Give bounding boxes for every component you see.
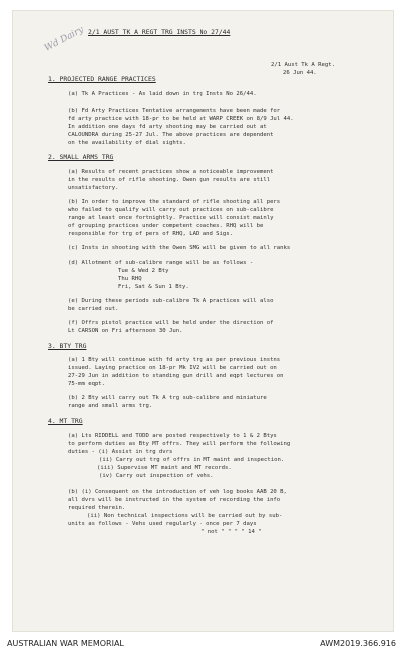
document-page xyxy=(12,10,394,632)
para-4b-line-3: required therein. xyxy=(68,505,126,511)
header-unit: 2/1 Aust Tk A Regt. xyxy=(271,62,335,68)
para-4a-line-1: (a) Lts RIDDELL and TODD are posted respectively to 1 & 2 Btys xyxy=(68,433,277,439)
allotment-row-1: Tue & Wed 2 Bty xyxy=(118,268,169,274)
handwritten-annotation: Wd Dairy xyxy=(43,24,86,54)
para-3b-line-1: (b) 2 Bty will carry out Tk A trg sub-calibre and miniature xyxy=(68,395,267,401)
allotment-row-2: Thu RHQ xyxy=(118,276,142,282)
para-1b-line-1: (b) Fd Arty Practices Tentative arrangements have been made for xyxy=(68,108,281,114)
footer-institution: AUSTRALIAN WAR MEMORIAL xyxy=(7,639,124,648)
para-2a-line-2: in the results of rifle shooting. Owen gun results are still xyxy=(68,177,271,183)
para-4b-line-2: all dvrs will be instructed in the system of recording the info xyxy=(68,497,281,503)
para-2b-line-5: responsible for trg of pers of RHQ, LAD and Sigs. xyxy=(68,231,234,237)
header-date: 26 Jun 44. xyxy=(283,70,317,76)
para-2f-line-2: Lt CARSON on Fri afternoon 30 Jun. xyxy=(68,328,183,334)
section-2-heading: 2. SMALL ARMS TRG xyxy=(48,153,114,161)
para-2a-line-3: unsatisfactory. xyxy=(68,185,119,191)
para-4b-line-4: (ii) Non technical inspections will be carried out by sub- xyxy=(87,513,283,519)
para-4b-line-6: " not " " " " 14 " xyxy=(201,529,262,535)
para-2d: (d) Allotment of sub-calibre range will be as follows - xyxy=(68,260,254,266)
section-1-heading: 1. PROJECTED RANGE PRACTICES xyxy=(48,75,156,83)
para-4a-line-3: duties - (i) Assist in trg dvrs xyxy=(68,449,173,455)
para-2b-line-4: of grouping practices under competent coaches. RHQ will be xyxy=(68,223,264,229)
section-3-heading: 3. BTY TRG xyxy=(48,342,87,350)
section-4-heading: 4. MT TRG xyxy=(48,417,83,425)
para-2b-line-2: who failed to qualify will carry out practices on sub-calibre xyxy=(68,207,274,213)
para-2f-line-1: (f) Offrs pistol practice will be held under the direction of xyxy=(68,320,274,326)
para-2b-line-3: range at least once fortnightly. Practice will consist mainly xyxy=(68,215,274,221)
para-3a-line-1: (a) 1 Bty will continue with fd arty trg as per previous instns xyxy=(68,357,281,363)
para-2b-line-1: (b) In order to improve the standard of rifle shooting all pers xyxy=(68,199,281,205)
archive-footer xyxy=(0,636,403,653)
para-1b-line-4: CALOUNDRA during 25-27 Jul. The above practices are dependent xyxy=(68,132,274,138)
para-2e-line-1: (e) During these periods sub-calibre Tk A practices will also xyxy=(68,298,274,304)
para-1b-line-3: In addition one days fd arty shooting may be carried out at xyxy=(68,124,267,130)
para-4a-line-2: to perform duties as Bty MT offrs. They will perform the following xyxy=(68,441,291,447)
para-1a: (a) Tk A Practices - As laid down in trg Insts No 26/44. xyxy=(68,91,257,97)
para-3a-line-4: 75-mm eqpt. xyxy=(68,381,106,387)
para-2c: (c) Insts in shooting with the Owen SMG will be given to all ranks xyxy=(68,245,291,251)
allotment-row-3: Fri, Sat & Sun 1 Bty. xyxy=(118,284,189,290)
para-1b-line-5: on the availability of dial sights. xyxy=(68,140,186,146)
para-4a-duty-2: (ii) Carry out trg of offrs in MT maint and inspection. xyxy=(99,457,285,463)
footer-accession-number: AWM2019.366.916 xyxy=(320,639,396,648)
para-3b-line-2: range and small arms trg. xyxy=(68,403,153,409)
document-title: 2/1 AUST TK A REGT TRG INSTS No 27/44 xyxy=(88,28,231,36)
para-3a-line-2: issued. Laying practice on 18-pr Mk IV2 will be carried out on xyxy=(68,365,277,371)
para-4a-duty-3: (iii) Supervise MT maint and MT records. xyxy=(97,465,232,471)
para-3a-line-3: 27-29 Jun in addition to standing gun drill and eqpt lectures on xyxy=(68,373,284,379)
para-1b-line-2: fd arty practice with 18-pr to be held at WARP CREEK on 8/9 Jul 44. xyxy=(68,116,294,122)
para-4b-line-1: (b) (i) Consequent on the introduction of veh log books AAB 20 B, xyxy=(68,489,287,495)
para-2a-line-1: (a) Results of recent practices show a noticeable improvement xyxy=(68,169,274,175)
para-2e-line-2: be carried out. xyxy=(68,306,119,312)
para-4b-line-5: units as follows - Vehs used regularly - once per 7 days xyxy=(68,521,257,527)
para-4a-duty-4: (iv) Carry out inspection of vehs. xyxy=(99,473,214,479)
